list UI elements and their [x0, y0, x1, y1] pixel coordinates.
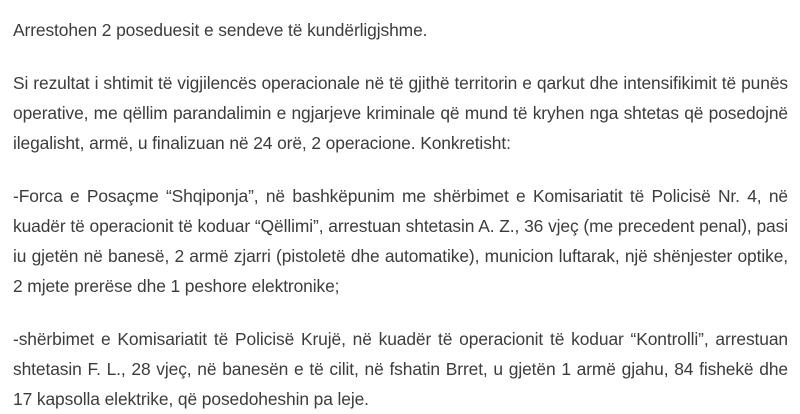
article-body: [13, 0, 788, 414]
paragraph-operation-qellimi: -Forca e Posaçme “Shqiponja”, në bashkëpunim me shërbimet e Komisariatit të Policisë Nr. 4, në kuadër të operacionit të koduar “Qëllimi”, arrestuan shtetasin A. Z., 36 vjeç (me precedent penal), pasi iu gjetën në banesë, 2 armë zjarri (pistoletë dhe automatike), municion luftarak, një shënjester optike, 2 mjete prerëse dhe 1 peshore elektronike;: [13, 186, 788, 296]
article-intro-line: Arrestohen 2 poseduesit e sendeve të kundërligjshme.: [13, 20, 428, 40]
paragraph-operation-kontrolli: -shërbimet e Komisariatit të Policisë Krujë, në kuadër të operacionit të koduar “Kontrolli”, arrestuan shtetasin F. L., 28 vjeç, në banesën e të cilit, në fshatin Brret, u gjetën 1 armë gjahu, 84 fishekë dhe 17 kapsolla elektrike, që posedoheshin pa leje.: [13, 329, 788, 409]
paragraph-summary: Si rezultat i shtimit të vigjilencës operacionale në të gjithë territorin e qarkut dhe intensifikimit të punës operative, me qëllim parandalimin e ngjarjeve kriminale që mund të kryhen nga shtetas që posedojnë ilegalisht, armë, u finalizuan në 24 orë, 2 operacione. Konkretisht:: [13, 73, 788, 153]
